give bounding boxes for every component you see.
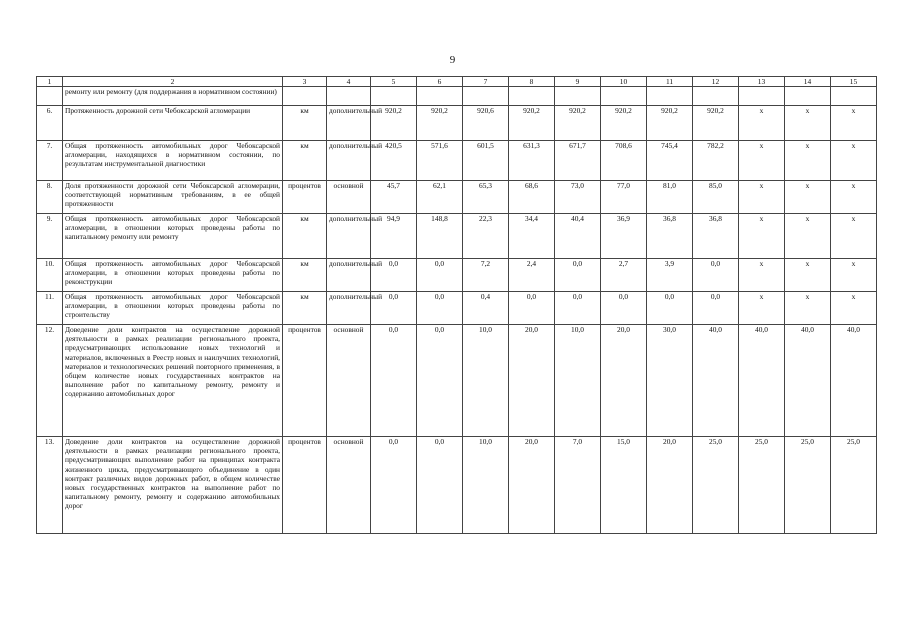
row-number-cell: 12. bbox=[37, 325, 63, 437]
value-cell: х bbox=[785, 292, 831, 325]
value-cell bbox=[739, 87, 785, 106]
value-cell: 0,0 bbox=[371, 437, 417, 534]
header-cell: 4 bbox=[327, 77, 371, 87]
indicator-name-cell: Доведение доли контрактов на осуществление дорожной деятельности в рамках реализации регионального проекта, предусматривающих выполнение работ на принципах контракта жизненного цикла, предусматривающего объединение в один контракт различных видов дорожных работ, в общем количестве новых государственных контрактов на выполнение работ по капитальному ремонту, ремонту и содержанию автомобильных дорог bbox=[63, 437, 283, 534]
unit-cell: км bbox=[283, 292, 327, 325]
value-cell: 20,0 bbox=[509, 325, 555, 437]
table-row bbox=[37, 214, 877, 259]
header-cell: 10 bbox=[601, 77, 647, 87]
value-cell: 420,5 bbox=[371, 141, 417, 181]
value-cell: 0,0 bbox=[371, 325, 417, 437]
value-cell: 81,0 bbox=[647, 181, 693, 214]
value-cell bbox=[647, 87, 693, 106]
value-cell: 10,0 bbox=[555, 325, 601, 437]
value-cell: 7,2 bbox=[463, 259, 509, 292]
unit-cell bbox=[283, 87, 327, 106]
value-cell bbox=[693, 87, 739, 106]
value-cell: 601,5 bbox=[463, 141, 509, 181]
value-cell: 94,9 bbox=[371, 214, 417, 259]
value-cell: 25,0 bbox=[831, 437, 877, 534]
value-cell: 571,6 bbox=[417, 141, 463, 181]
unit-cell: процентов bbox=[283, 181, 327, 214]
value-cell bbox=[371, 87, 417, 106]
indicator-type-cell: дополнительный bbox=[327, 259, 371, 292]
table-row bbox=[37, 259, 877, 292]
value-cell: 920,2 bbox=[371, 106, 417, 141]
indicator-type-cell: дополнительный bbox=[327, 141, 371, 181]
value-cell: х bbox=[739, 214, 785, 259]
header-cell: 13 bbox=[739, 77, 785, 87]
header-cell: 2 bbox=[63, 77, 283, 87]
value-cell: 0,0 bbox=[555, 292, 601, 325]
row-number-cell: 9. bbox=[37, 214, 63, 259]
value-cell bbox=[785, 87, 831, 106]
table-row bbox=[37, 292, 877, 325]
value-cell: 65,3 bbox=[463, 181, 509, 214]
value-cell: 62,1 bbox=[417, 181, 463, 214]
table-row bbox=[37, 181, 877, 214]
value-cell: 36,8 bbox=[693, 214, 739, 259]
value-cell: 34,4 bbox=[509, 214, 555, 259]
value-cell: 25,0 bbox=[785, 437, 831, 534]
value-cell: х bbox=[785, 214, 831, 259]
value-cell: х bbox=[831, 181, 877, 214]
page-number: 9 bbox=[449, 54, 456, 66]
indicator-name-cell: Общая протяженность автомобильных дорог Чебоксарской агломерации, в отношении которых проведены работы по капитальному ремонту или ремонту bbox=[63, 214, 283, 259]
row-number-cell: 11. bbox=[37, 292, 63, 325]
unit-cell: км bbox=[283, 214, 327, 259]
value-cell: 0,0 bbox=[601, 292, 647, 325]
value-cell: 0,0 bbox=[417, 259, 463, 292]
indicators-table bbox=[36, 76, 877, 534]
value-cell: х bbox=[831, 141, 877, 181]
value-cell: 40,0 bbox=[785, 325, 831, 437]
value-cell: 20,0 bbox=[647, 437, 693, 534]
indicator-type-cell: основной bbox=[327, 325, 371, 437]
value-cell: 15,0 bbox=[601, 437, 647, 534]
value-cell: х bbox=[785, 106, 831, 141]
value-cell bbox=[417, 87, 463, 106]
header-cell: 5 bbox=[371, 77, 417, 87]
value-cell: 2,7 bbox=[601, 259, 647, 292]
value-cell: 73,0 bbox=[555, 181, 601, 214]
row-number-cell bbox=[37, 87, 63, 106]
value-cell: 85,0 bbox=[693, 181, 739, 214]
value-cell: х bbox=[831, 292, 877, 325]
value-cell: х bbox=[739, 106, 785, 141]
value-cell: 68,6 bbox=[509, 181, 555, 214]
indicator-type-cell: основной bbox=[327, 181, 371, 214]
value-cell: х bbox=[739, 292, 785, 325]
value-cell: 36,8 bbox=[647, 214, 693, 259]
value-cell: 782,2 bbox=[693, 141, 739, 181]
value-cell: х bbox=[831, 214, 877, 259]
header-cell: 12 bbox=[693, 77, 739, 87]
row-number-cell: 13. bbox=[37, 437, 63, 534]
header-cell: 7 bbox=[463, 77, 509, 87]
row-number-cell: 8. bbox=[37, 181, 63, 214]
value-cell: 25,0 bbox=[739, 437, 785, 534]
value-cell: 631,3 bbox=[509, 141, 555, 181]
value-cell bbox=[601, 87, 647, 106]
value-cell: 36,9 bbox=[601, 214, 647, 259]
indicator-type-cell bbox=[327, 87, 371, 106]
value-cell: 148,8 bbox=[417, 214, 463, 259]
value-cell: 920,2 bbox=[693, 106, 739, 141]
value-cell: 30,0 bbox=[647, 325, 693, 437]
value-cell: 40,4 bbox=[555, 214, 601, 259]
header-cell: 6 bbox=[417, 77, 463, 87]
indicator-name-cell: Протяженность дорожной сети Чебоксарской агломерации bbox=[63, 106, 283, 141]
value-cell: х bbox=[831, 259, 877, 292]
table-row bbox=[37, 325, 877, 437]
row-number-cell: 7. bbox=[37, 141, 63, 181]
value-cell: х bbox=[785, 181, 831, 214]
value-cell: 0,0 bbox=[555, 259, 601, 292]
unit-cell: процентов bbox=[283, 437, 327, 534]
value-cell bbox=[555, 87, 601, 106]
value-cell: 10,0 bbox=[463, 437, 509, 534]
table-header-row bbox=[37, 77, 877, 87]
header-cell: 3 bbox=[283, 77, 327, 87]
value-cell: 0,4 bbox=[463, 292, 509, 325]
value-cell: 2,4 bbox=[509, 259, 555, 292]
value-cell: 0,0 bbox=[417, 292, 463, 325]
value-cell: 7,0 bbox=[555, 437, 601, 534]
row-number-cell: 10. bbox=[37, 259, 63, 292]
value-cell: 3,9 bbox=[647, 259, 693, 292]
value-cell: 40,0 bbox=[693, 325, 739, 437]
value-cell: 45,7 bbox=[371, 181, 417, 214]
value-cell: 0,0 bbox=[693, 292, 739, 325]
value-cell: 920,2 bbox=[417, 106, 463, 141]
value-cell: 22,3 bbox=[463, 214, 509, 259]
value-cell: х bbox=[739, 141, 785, 181]
value-cell: х bbox=[739, 259, 785, 292]
value-cell: 920,6 bbox=[463, 106, 509, 141]
unit-cell: процентов bbox=[283, 325, 327, 437]
value-cell bbox=[509, 87, 555, 106]
indicator-type-cell: дополнительный bbox=[327, 292, 371, 325]
value-cell: 0,0 bbox=[647, 292, 693, 325]
value-cell bbox=[831, 87, 877, 106]
table-row bbox=[37, 87, 877, 106]
value-cell: 0,0 bbox=[509, 292, 555, 325]
value-cell: 0,0 bbox=[693, 259, 739, 292]
value-cell bbox=[463, 87, 509, 106]
value-cell: 10,0 bbox=[463, 325, 509, 437]
value-cell: х bbox=[739, 181, 785, 214]
row-number-cell: 6. bbox=[37, 106, 63, 141]
value-cell: 0,0 bbox=[417, 437, 463, 534]
value-cell: 920,2 bbox=[647, 106, 693, 141]
unit-cell: км bbox=[283, 106, 327, 141]
table-row bbox=[37, 106, 877, 141]
value-cell: 0,0 bbox=[371, 259, 417, 292]
value-cell: 40,0 bbox=[831, 325, 877, 437]
indicator-name-cell: Общая протяженность автомобильных дорог Чебоксарской агломерации, в отношении которых проведены работы по реконструкции bbox=[63, 259, 283, 292]
value-cell: х bbox=[785, 141, 831, 181]
indicator-name-cell: Доля протяженности дорожной сети Чебоксарской агломерации, соответствующей нормативным требованиям, в ее общей протяженности bbox=[63, 181, 283, 214]
indicator-name-cell: Общая протяженность автомобильных дорог Чебоксарской агломерации, находящихся в нормативном состоянии, по результатам инструментальной диагностики bbox=[63, 141, 283, 181]
value-cell: х bbox=[785, 259, 831, 292]
value-cell: х bbox=[831, 106, 877, 141]
header-cell: 14 bbox=[785, 77, 831, 87]
value-cell: 671,7 bbox=[555, 141, 601, 181]
table-row bbox=[37, 437, 877, 534]
value-cell: 20,0 bbox=[509, 437, 555, 534]
indicator-name-cell: ремонту или ремонту (для поддержания в нормативном состоянии) bbox=[63, 87, 283, 106]
value-cell: 0,0 bbox=[371, 292, 417, 325]
indicator-name-cell: Доведение доли контрактов на осуществление дорожной деятельности в рамках реализации регионального проекта, предусматривающих использование новых технологий и материалов, включенных в Реестр новых и наилучших технологий, материалов и технологических решений повторного применения, в общем количестве новых государственных контрактов на выполнение работ по капитальному ремонту, ремонту и содержанию автомобильных дорог bbox=[63, 325, 283, 437]
header-cell: 9 bbox=[555, 77, 601, 87]
value-cell: 745,4 bbox=[647, 141, 693, 181]
header-cell: 1 bbox=[37, 77, 63, 87]
unit-cell: км bbox=[283, 259, 327, 292]
value-cell: 708,6 bbox=[601, 141, 647, 181]
indicator-type-cell: дополнительный bbox=[327, 214, 371, 259]
value-cell: 920,2 bbox=[509, 106, 555, 141]
value-cell: 920,2 bbox=[601, 106, 647, 141]
value-cell: 920,2 bbox=[555, 106, 601, 141]
unit-cell: км bbox=[283, 141, 327, 181]
value-cell: 25,0 bbox=[693, 437, 739, 534]
value-cell: 0,0 bbox=[417, 325, 463, 437]
header-cell: 15 bbox=[831, 77, 877, 87]
indicator-type-cell: дополнительный bbox=[327, 106, 371, 141]
value-cell: 40,0 bbox=[739, 325, 785, 437]
indicator-type-cell: основной bbox=[327, 437, 371, 534]
header-cell: 11 bbox=[647, 77, 693, 87]
value-cell: 77,0 bbox=[601, 181, 647, 214]
value-cell: 20,0 bbox=[601, 325, 647, 437]
header-cell: 8 bbox=[509, 77, 555, 87]
indicator-name-cell: Общая протяженность автомобильных дорог Чебоксарской агломерации, в отношении которых проведены работы по строительству bbox=[63, 292, 283, 325]
table-row bbox=[37, 141, 877, 181]
